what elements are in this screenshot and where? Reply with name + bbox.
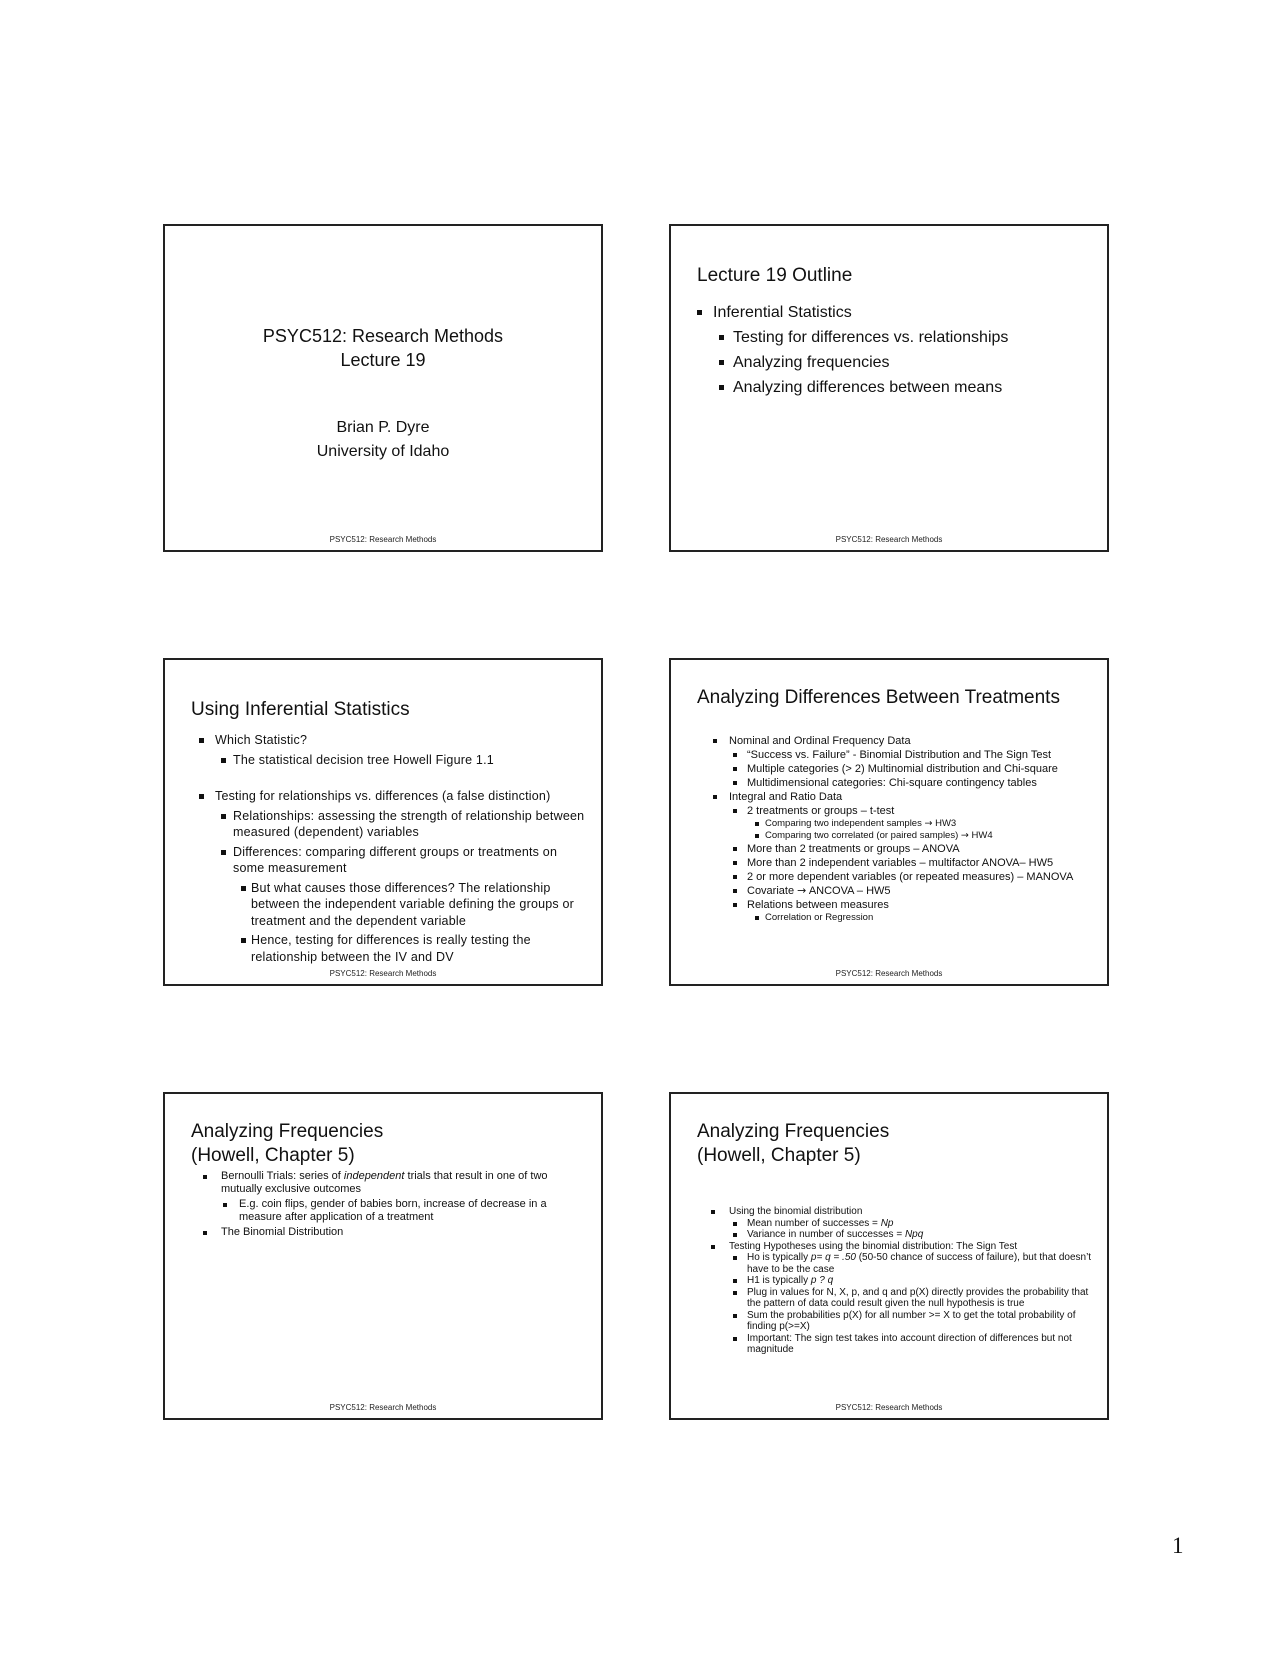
slide-footer: PSYC512: Research Methods	[329, 969, 437, 978]
slide-analyzing-differences	[669, 658, 1109, 986]
bullet-list	[183, 732, 587, 965]
emphasis-text: p= q = .50	[810, 1252, 856, 1263]
slide-outline	[669, 224, 1109, 552]
slide-heading: Lecture 19 Outline	[697, 265, 853, 286]
item-text: Ho is typically	[747, 1252, 811, 1263]
slide-title-heading	[165, 324, 601, 372]
item-text: H1 is typically	[747, 1275, 811, 1286]
sub-bullet-item: Sum the probabilities p(X) for all number >= X to get the total probability of finding p(>=X)	[689, 1310, 1093, 1333]
page-number: 1	[1172, 1533, 1184, 1558]
sub-bullet-item: Multiple categories (> 2) Multinomial distribution and Chi-square	[689, 762, 1093, 776]
slide-heading	[697, 1120, 1091, 1168]
slide-heading	[191, 1120, 585, 1168]
item-text: Mean number of successes =	[747, 1217, 881, 1229]
author-block	[165, 416, 601, 464]
item-text: Comparing two independent samples	[765, 818, 922, 829]
bullet-list	[689, 300, 1093, 400]
item-text: Variance in number of successes =	[747, 1229, 905, 1240]
emphasis-text: Npq	[904, 1229, 924, 1240]
bullet-item: Which Statistic?	[183, 732, 587, 749]
arrow-icon: →	[797, 884, 807, 897]
slide-analyzing-frequencies-1	[163, 1092, 603, 1420]
item-text: (50-50 chance of success of failure), but that doesn’t have to be the case	[747, 1252, 1092, 1275]
sub-sub-bullet-item: Hence, testing for differences is really testing the relationship between the IV and DV	[183, 932, 587, 965]
sub-sub-bullet-item	[689, 830, 1093, 842]
emphasis-text: p ? q	[810, 1275, 834, 1286]
heading-line: Analyzing Frequencies	[697, 1121, 890, 1142]
heading-line: (Howell, Chapter 5)	[697, 1145, 861, 1166]
bullet-item: Inferential Statistics	[689, 300, 1093, 325]
sub-bullet-item: Relations between measures	[689, 898, 1093, 912]
sub-sub-bullet-item: But what causes those differences? The relationship between the independent variable defining the groups or treatment and the dependent variable	[183, 880, 587, 930]
sub-bullet-item: Testing for differences vs. relationships	[689, 325, 1093, 350]
arrow-icon: →	[924, 818, 933, 829]
sub-bullet-item: Plug in values for N, X, p, and q and p(X) directly provides the probability that the pattern of data could result given the null hypothesis is true	[689, 1287, 1093, 1310]
item-text: Covariate	[747, 885, 795, 897]
homework-tag: HW3	[935, 818, 957, 829]
slide-footer: PSYC512: Research Methods	[835, 969, 943, 978]
sub-bullet-item	[689, 1252, 1093, 1275]
sub-bullet-item: The statistical decision tree Howell Figure 1.1	[183, 752, 587, 769]
slide-heading: Analyzing Differences Between Treatments	[697, 687, 1060, 708]
slide-using-inferential-statistics	[163, 658, 603, 986]
sub-bullet-item: 2 treatments or groups – t-test	[689, 804, 1093, 818]
author-affiliation: University of Idaho	[316, 443, 450, 460]
sub-bullet-item: More than 2 independent variables – multifactor ANOVA– HW5	[689, 856, 1093, 870]
sub-bullet-item	[689, 884, 1093, 898]
author-name: Brian P. Dyre	[336, 419, 430, 436]
bullet-item: Testing for relationships vs. differences (a false distinction)	[183, 788, 587, 805]
slide-title	[163, 224, 603, 552]
item-text: Bernoulli Trials: series of	[221, 1170, 344, 1182]
sub-bullet-item: Analyzing frequencies	[689, 350, 1093, 375]
sub-bullet-item: Differences: comparing different groups or treatments on some measurement	[183, 844, 587, 877]
item-text: Comparing two correlated (or paired samples)	[765, 830, 959, 841]
sub-bullet-item	[689, 1229, 1093, 1241]
slide-analyzing-frequencies-2	[669, 1092, 1109, 1420]
lecture-number: Lecture 19	[340, 350, 426, 370]
bullet-item: Using the binomial distribution	[689, 1206, 1093, 1218]
sub-bullet-item: E.g. coin flips, gender of babies born, increase of decrease in a measure after application of a treatment	[183, 1198, 587, 1224]
bullet-list	[689, 734, 1093, 924]
sub-bullet-item: Relationships: assessing the strength of relationship between measured (dependent) variables	[183, 808, 587, 841]
slide-footer: PSYC512: Research Methods	[835, 1403, 943, 1412]
spacer	[183, 768, 587, 788]
sub-bullet-item: Multidimensional categories: Chi-square contingency tables	[689, 776, 1093, 790]
course-title: PSYC512: Research Methods	[262, 326, 504, 346]
sub-sub-bullet-item	[689, 818, 1093, 830]
sub-bullet-item: More than 2 treatments or groups – ANOVA	[689, 842, 1093, 856]
sub-bullet-item	[689, 1275, 1093, 1287]
bullet-item: The Binomial Distribution	[183, 1226, 587, 1239]
homework-tag: HW4	[971, 830, 993, 841]
sub-bullet-item	[689, 1218, 1093, 1230]
sub-sub-bullet-item: Correlation or Regression	[689, 912, 1093, 924]
bullet-item: Integral and Ratio Data	[689, 790, 1093, 804]
emphasis-text: Np	[880, 1217, 894, 1229]
slide-footer: PSYC512: Research Methods	[329, 535, 437, 544]
bullet-list	[183, 1170, 587, 1239]
sub-bullet-item: “Success vs. Failure” - Binomial Distribution and The Sign Test	[689, 748, 1093, 762]
emphasis-text: independent	[343, 1170, 405, 1182]
heading-line: Analyzing Frequencies	[191, 1121, 384, 1142]
item-text: trials that result in one of two mutually exclusive outcomes	[221, 1170, 548, 1195]
bullet-item: Nominal and Ordinal Frequency Data	[689, 734, 1093, 748]
arrow-icon: →	[960, 830, 969, 841]
sub-bullet-item: 2 or more dependent variables (or repeated measures) – MANOVA	[689, 870, 1093, 884]
homework-tag: ANCOVA – HW5	[808, 885, 891, 897]
bullet-item: Testing Hypotheses using the binomial distribution: The Sign Test	[689, 1241, 1093, 1253]
sub-bullet-item: Important: The sign test takes into account direction of differences but not magnitude	[689, 1333, 1093, 1356]
sub-bullet-item: Analyzing differences between means	[689, 375, 1093, 400]
bullet-list	[689, 1206, 1093, 1356]
bullet-item	[183, 1170, 587, 1196]
slide-footer: PSYC512: Research Methods	[329, 1403, 437, 1412]
slide-footer: PSYC512: Research Methods	[835, 535, 943, 544]
slide-heading: Using Inferential Statistics	[191, 699, 410, 720]
heading-line: (Howell, Chapter 5)	[191, 1145, 355, 1166]
